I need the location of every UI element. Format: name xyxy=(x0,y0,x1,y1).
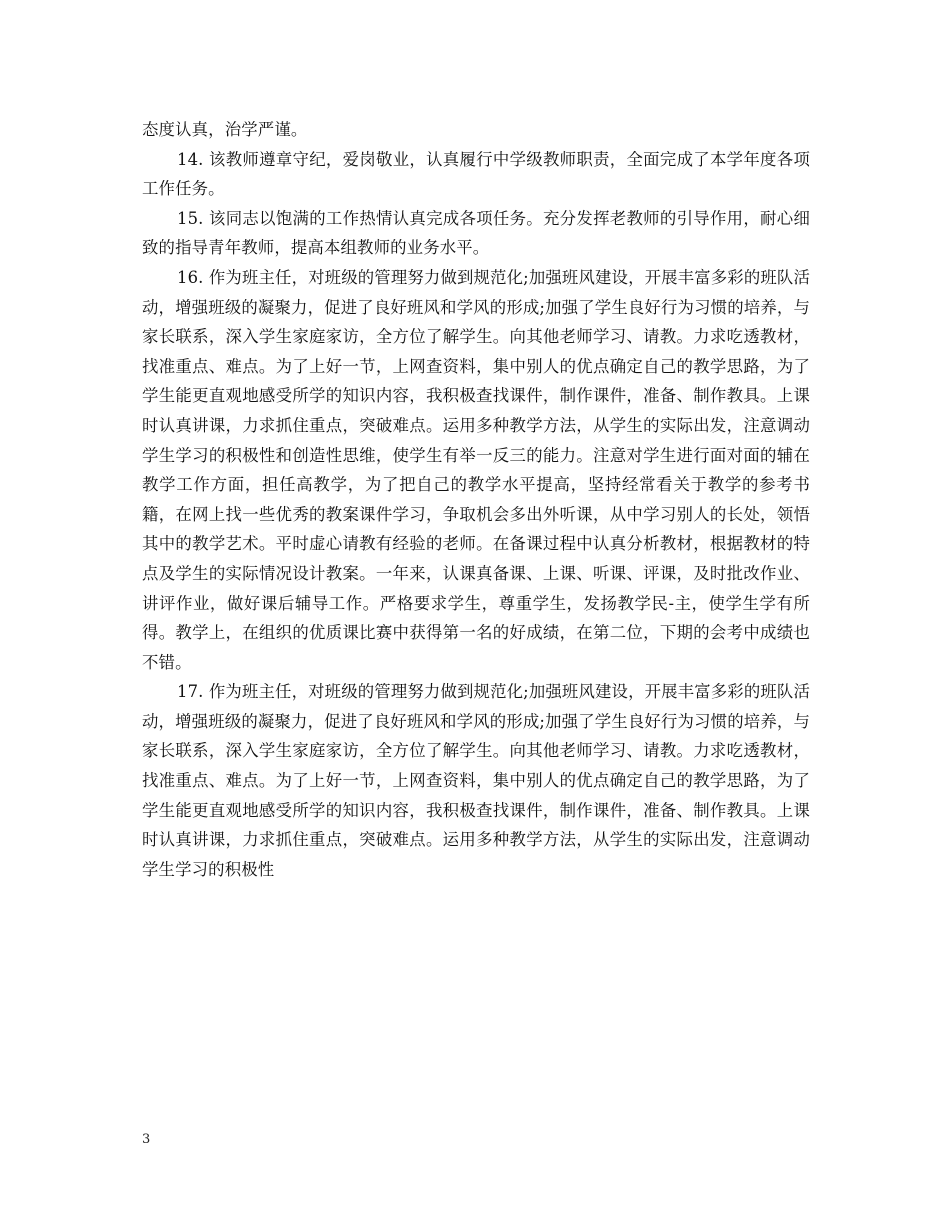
paragraph-continuation: 态度认真，治学严谨。 xyxy=(142,120,308,139)
page-body xyxy=(142,115,810,884)
paragraph-item-15: 15. 该同志以饱满的工作热情认真完成各项任务。充分发挥老教师的引导作用，耐心细致的指导青年教师，提高本组教师的业务水平。 xyxy=(142,208,810,258)
page-number: 3 xyxy=(142,1132,151,1147)
paragraph-item-17: 17. 作为班主任，对班级的管理努力做到规范化;加强班风建设，开展丰富多彩的班队活动，增强班级的凝聚力，促进了良好班风和学风的形成;加强了学生良好行为习惯的培养，与家长联系，深入学生家庭家访，全方位了解学生。向其他老师学习、请教。力求吃透教材，找准重点、难点。为了上好一节，上网查资料，集中别人的优点确定自己的教学思路，为了学生能更直观地感受所学的知识内容，我积极查找课件，制作课件，准备、制作教具。上课时认真讲课，力求抓住重点，突破难点。运用多种教学方法，从学生的实际出发，注意调动学生学习的积极性 xyxy=(142,682,811,879)
paragraph-item-14: 14. 该教师遵章守纪，爱岗敬业，认真履行中学级教师职责，全面完成了本学年度各项工作任务。 xyxy=(142,149,810,199)
paragraph-item-16: 16. 作为班主任，对班级的管理努力做到规范化;加强班风建设，开展丰富多彩的班队活动，增强班级的凝聚力，促进了良好班风和学风的形成;加强了学生良好行为习惯的培养，与家长联系，深入学生家庭家访，全方位了解学生。向其他老师学习、请教。力求吃透教材，找准重点、难点。为了上好一节，上网查资料，集中别人的优点确定自己的教学思路，为了学生能更直观地感受所学的知识内容，我积极查找课件，制作课件，准备、制作教具。上课时认真讲课，力求抓住重点，突破难点。运用多种教学方法，从学生的实际出发，注意调动学生学习的积极性和创造性思维，使学生有举一反三的能力。注意对学生进行面对面的辅在教学工作方面，担任高教学，为了把自己的教学水平提高，坚持经常看关于教学的参考书籍，在网上找一些优秀的教案课件学习，争取机会多出外听课，从中学习别人的长处，领悟其中的教学艺术。平时虚心请教有经验的老师。在备课过程中认真分析教材，根据教材的特点及学生的实际情况设计教案。一年来，认课真备课、上课、听课、评课，及时批改作业、讲评作业，做好课后辅导工作。严格要求学生，尊重学生，发扬教学民-主，使学生学有所得。教学上，在组织的优质课比赛中获得第一名的好成绩，在第二位，下期的会考中成绩也不错。 xyxy=(142,267,811,672)
